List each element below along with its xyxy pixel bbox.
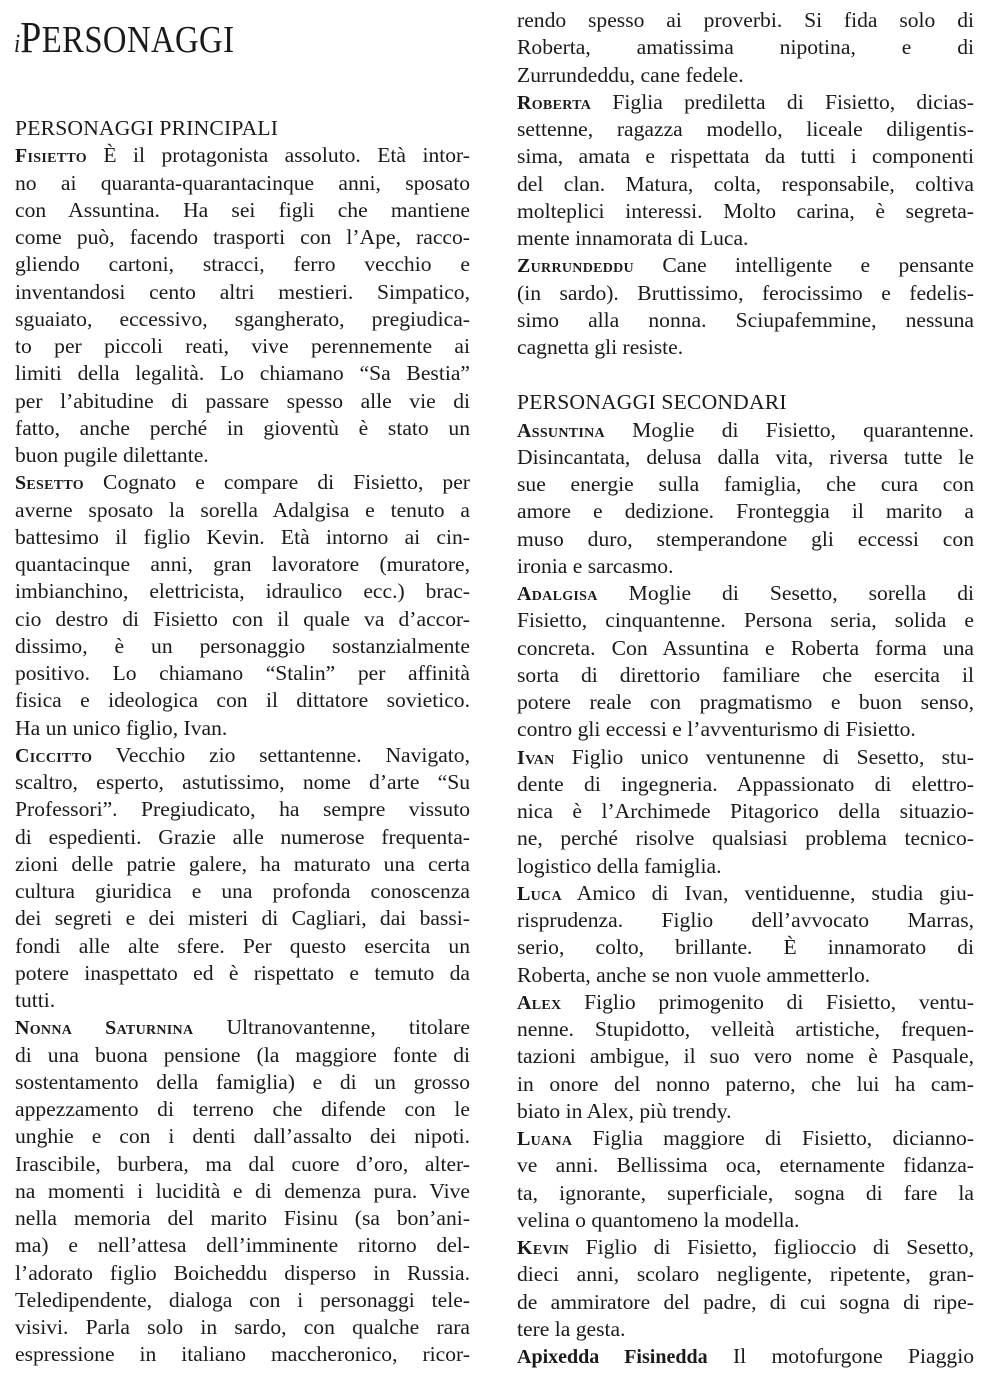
character-name: Kevin [517,1237,570,1259]
entry-ivan [517,744,974,880]
entry-ciccitto [15,742,470,1015]
text-line: Zurrundeddu, cane fedele. [517,62,744,87]
character-name: Fisietto [15,145,87,168]
text-line: no ai quaranta-quarantacinque anni, sposato [15,170,470,195]
entry-alex [517,989,974,1125]
title-rest: ERSONAGGI [41,19,235,61]
character-name: Ciccitto [15,744,93,767]
text-line: Assuntina Moglie di Fisietto, quarantenne. [517,417,974,442]
text-line: cultura giuridica e una profonda conoscenza [15,879,470,903]
character-name: Assuntina [517,419,605,442]
entry-luca [517,880,974,989]
text-line: Roberta, amatissima nipotina, e di [517,35,974,60]
text-line: Ciccitto Vecchio zio settantenne. Navigato, [15,742,470,767]
text-line: simo alla nonna. Sciupafemmine, nessuna [517,307,974,332]
text-line: (in sardo). Bruttissimo, ferocissimo e fedelis- [517,280,974,305]
text-line: sorta di direttorio familiare che esercita il [517,662,974,687]
character-name: Alex [517,991,562,1014]
text-line: Professori”. Pregiudicato, ha sempre vissuto [15,797,470,822]
text-line: Sesetto Cognato e compare di Fisietto, per [15,470,470,495]
text-line: Teledipendente, dialoga con i personaggi tele- [15,1287,470,1312]
entry-luana [517,1125,974,1234]
entry-apixedda-fisinedda [517,1343,974,1370]
text-line: Fisietto È il protagonista assoluto. Età intor- [15,143,470,168]
character-name: Apixedda Fisinedda [517,1346,708,1368]
text-line: cio destro di Fisietto con il quale va d’accor- [15,606,470,631]
text-line: risprudenza. Figlio dell’avvocato Marras, [517,908,974,932]
entry-sesetto [15,469,470,742]
text-line: biato in Alex, più trendy. [517,1098,732,1123]
text-line: scaltro, esperto, astutissimo, nome d’arte “Su [15,770,470,794]
text-line: Ivan Figlio unico ventunenne di Sesetto, stu- [517,744,974,769]
text-line: cagnetta gli resiste. [517,335,684,359]
text-line: Zurrundeddu Cane intelligente e pensante [517,253,974,278]
entry-kevin [517,1234,974,1343]
text-line: Ha un unico figlio, Ivan. [15,715,228,740]
title-italic-lead: i [14,29,21,58]
text-line: tere la gesta. [517,1316,626,1341]
character-name: Sesetto [15,472,84,495]
left-column [15,0,470,1369]
character-name: Zurrundeddu [517,255,634,278]
text-line: rendo spesso ai proverbi. Si fida solo di [517,8,974,32]
text-line: Kevin Figlio di Fisietto, figlioccio di Sesetto, [517,1235,974,1259]
text-line: nenne. Stupidotto, velleità artistiche, frequen- [517,1017,974,1041]
title-initial: P [20,13,42,62]
entry-fisietto [15,142,470,469]
section-heading-secondary: PERSONAGGI SECONDARI [517,390,787,415]
entry-nonna-saturnina [15,1014,470,1368]
text-line: espressione in italiano maccheronico, ricor- [15,1342,470,1367]
text-line: con Assuntina. Ha sei figli che mantiene [15,197,470,222]
text-line: dissimo, è un personaggio sostanzialmente [15,633,470,658]
text-line: Roberta Figlia prediletta di Fisietto, dicias- [517,89,974,114]
text-line: dente di ingegneria. Appassionato di elettro- [517,771,974,796]
text-line: potere inaspettato ed è rispettato e temuto da [15,960,470,985]
text-line: fatto, anche perché in gioventù è stato un [15,415,470,440]
text-line: molteplici interessi. Molto carina, è segreta- [517,198,974,223]
text-line: na momenti i lucidità e di demenza pura. Vive [15,1178,470,1203]
text-line: dieci anni, scolaro negligente, ripetente, gran- [517,1262,974,1287]
text-line: logistico della famiglia. [517,853,722,878]
text-line: amore e dedizione. Fronteggia il marito a [517,499,974,524]
text-line: ne, perché risolve qualsiasi problema tecnico- [517,826,974,851]
text-line: nica è l’Archimede Pitagorico della situazio- [517,799,974,823]
text-line: imbianchino, elettricista, idraulico ecc.) brac- [15,579,470,604]
text-line: serio, colto, brillante. È innamorato di [517,935,974,960]
text-line: Luana Figlia maggiore di Fisietto, dicianno- [517,1126,974,1150]
text-line: nella memoria del marito Fisinu (sa bon’ani- [15,1206,470,1230]
entry-roberta [517,89,974,253]
text-line: ta, ignorante, superficiale, sogna di fare la [517,1180,974,1205]
character-name: Luca [517,882,562,905]
text-line: l’adorato figlio Boicheddu disperso in Russia. [15,1260,470,1285]
text-line: Apixedda Fisinedda Il motofurgone Piaggio [517,1344,974,1368]
text-line: ve anni. Bellissima oca, eternamente fidanza- [517,1153,974,1178]
character-name: Adalgisa [517,583,598,605]
text-line: velina o quantomeno la modella. [517,1207,800,1232]
text-line: Roberta, anche se non vuole ammetterlo. [517,962,871,987]
text-line: del clan. Matura, colta, responsabile, coltiva [517,171,974,196]
text-line: ma) e nell’attesa dell’imminente ritorno del- [15,1233,470,1258]
text-line: Fisietto, cinquantenne. Persona seria, solida e [517,608,974,633]
text-line: ironia e sarcasmo. [517,553,674,578]
text-line: visivi. Parla solo in sardo, con qualche rara [15,1315,470,1339]
text-line: concreta. Con Assuntina e Roberta forma una [517,635,974,660]
text-line: sue energie sulla famiglia, che cura con [517,472,974,496]
text-line: fisica e ideologica con il dittatore sovietico. [15,688,470,713]
text-line: Alex Figlio primogenito di Fisietto, ventu- [517,989,974,1014]
text-line: gliendo cartoni, stracci, ferro vecchio e [15,252,470,277]
text-line: to per piccoli reati, vive perennemente ai [15,334,470,358]
entry-nonna-saturnina-continued [517,7,974,89]
text-line: sima, amata e rispettata da tutti i componenti [517,144,974,169]
text-line: settenne, ragazza modello, liceale diligentis- [517,117,974,141]
text-line: zioni delle patrie galere, ha maturato una certa [15,851,470,876]
section-heading-main: PERSONAGGI PRINCIPALI [15,116,279,140]
text-line: di espedienti. Grazie alle numerose frequenta- [15,824,470,849]
text-line: Nonna Saturnina Ultranovantenne, titolare [15,1015,470,1040]
character-name: Roberta [517,91,592,114]
text-line: dei segreti e dei misteri di Cagliari, dai bassi- [15,906,470,931]
character-name: Ivan [517,746,555,769]
text-line: muso duro, stemperandone gli eccessi con [517,526,974,551]
text-line: buon pugile dilettante. [15,443,209,467]
text-line: quantacinque anni, gran lavoratore (muratore, [15,552,470,576]
text-line: Luca Amico di Ivan, ventiduenne, studia giu- [517,880,974,905]
text-line: tutti. [15,988,56,1012]
text-line: unghie e con i denti dall’assalto dei nipoti. [15,1124,470,1149]
text-line: de ammiratore del padre, di cui sogna di ripe- [517,1289,974,1314]
text-line: appezzamento di terreno che difende con le [15,1097,470,1121]
text-line: Irascibile, burbera, ma dal cuore d’oro, alter- [15,1151,470,1176]
right-column [517,0,974,1370]
text-line: tazioni ambigue, il suo vero nome è Pasquale, [517,1044,974,1069]
text-line: Adalgisa Moglie di Sesetto, sorella di [517,581,974,605]
text-line: sostentamento della famiglia) e di un grosso [15,1069,470,1094]
text-line: averne sposato la sorella Adalgisa e tenuto a [15,497,470,522]
text-line: limiti della legalità. Lo chiamano “Sa Bestia” [15,361,470,386]
text-line: contro gli eccessi e l’avventurismo di Fisietto. [517,717,916,742]
text-line: battesimo il figlio Kevin. Età intorno ai cin- [15,524,470,549]
text-line: positivo. Lo chiamano “Stalin” per affinità [15,661,470,685]
character-name: Luana [517,1128,573,1150]
entry-adalgisa [517,580,974,744]
text-line: di una buona pensione (la maggiore fonte di [15,1042,470,1067]
text-line: in onore del nonno paterno, che lui ha cam- [517,1071,974,1096]
text-line: potere reale con pragmatismo e buon senso, [517,690,974,714]
entry-zurrundeddu [517,252,974,361]
entry-assuntina [517,417,974,581]
text-line: come può, facendo trasporti con l’Ape, racco- [15,225,470,249]
text-line: sguaiato, eccessivo, sgangherato, pregiudica- [15,306,470,331]
text-line: inventandosi cento altri mestieri. Simpatico, [15,279,470,304]
text-line: Disincantata, delusa dalla vita, riversa tutte le [517,444,974,469]
character-name: Nonna Saturnina [15,1017,194,1040]
text-line: mente innamorata di Luca. [517,226,749,250]
text-line: per l’abitudine di passare spesso alle vie di [15,388,470,413]
text-line: fondi alle alte sfere. Per questo esercita un [15,933,470,958]
